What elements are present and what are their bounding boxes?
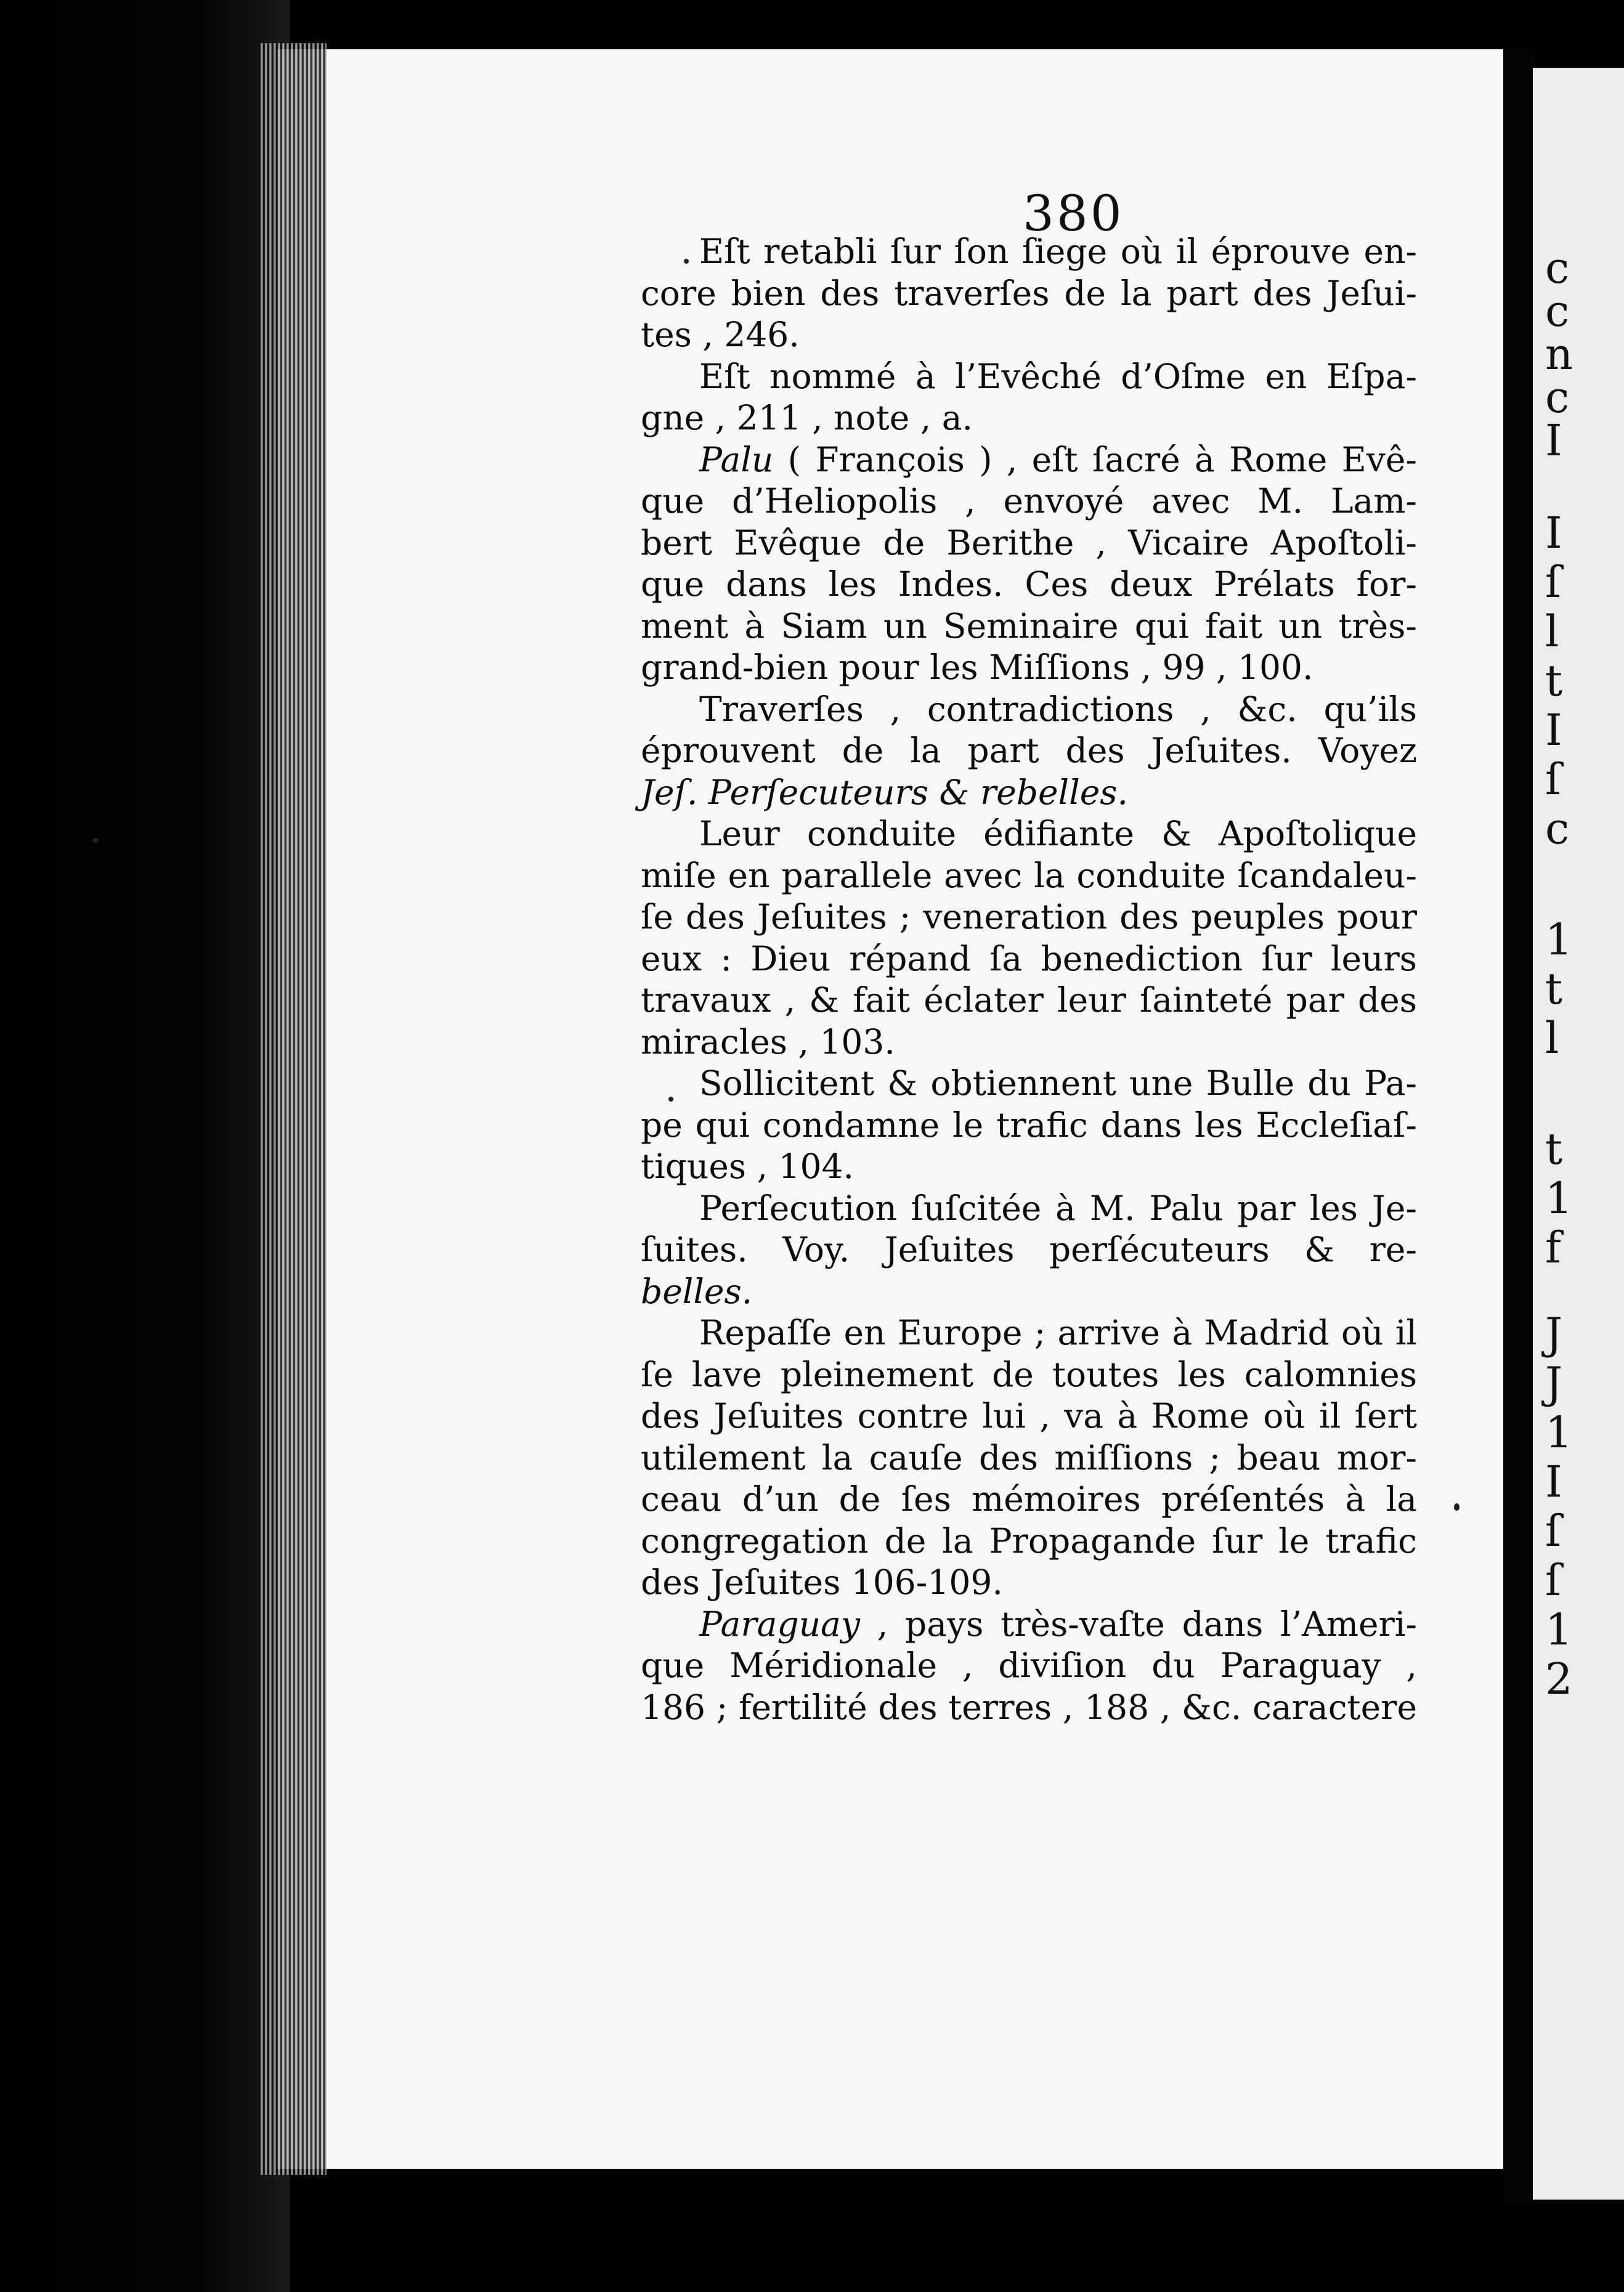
text-line: des Jeſuites 106-109.	[641, 1563, 1003, 1602]
adjacent-page-letter: c	[1545, 372, 1570, 423]
text-line: Repaſſe en Europe ; arrive à Madrid où il	[699, 1313, 1417, 1352]
text-line: Traverſes , contradictions , &c. qu’ils	[699, 689, 1417, 729]
text-line: que d’Heliopolis , envoyé avec M. Lam-	[641, 481, 1417, 521]
text-line: gne , 211 , note , a.	[641, 398, 973, 437]
text-line: des Jeſuites contre lui , va à Rome où il ſert	[641, 1396, 1417, 1436]
adjacent-page-letter: l	[1545, 1013, 1559, 1063]
adjacent-page-letter: I	[1545, 508, 1562, 558]
ink-speck	[668, 1097, 673, 1102]
adjacent-page-letter: c	[1545, 803, 1570, 854]
adjacent-page-letter: J	[1545, 1309, 1563, 1359]
text-line: grand-bien pour les Miſſions , 99 , 100.	[641, 648, 1313, 687]
text-line: Leur conduite édifiante & Apoſtolique	[699, 814, 1417, 853]
text-line: Eſt nommé à l’Evêché d’Oſme en Eſpa-	[699, 356, 1417, 396]
adjacent-page-letter: I	[1545, 1457, 1562, 1507]
text-line: Eſt retabli ſur ſon ſiege où il éprouve en-	[699, 232, 1417, 271]
text-line: eux : Dieu répand ſa benediction ſur leurs	[641, 938, 1417, 978]
adjacent-page-letter: l	[1545, 606, 1559, 657]
page-edge	[259, 43, 327, 2175]
adjacent-page-letter: 1	[1545, 1173, 1573, 1224]
index-text-block	[641, 231, 1417, 1728]
adjacent-page-letter: J	[1545, 1358, 1563, 1408]
adjacent-page-letter: ſ	[1545, 557, 1561, 608]
adjacent-page-letter: 2	[1545, 1654, 1573, 1704]
text-line: pe qui condamne le trafic dans les Eccleſiaſ-	[641, 1105, 1417, 1145]
text-line: ment à Siam un Seminaire qui fait un très-	[641, 606, 1417, 646]
page-number: 380	[1023, 185, 1124, 242]
adjacent-page-letter: ſ	[1545, 1506, 1561, 1556]
text-line: que dans les Indes. Ces deux Prélats for-	[641, 564, 1417, 604]
adjacent-page-letter: ſ	[1545, 754, 1561, 805]
adjacent-page-letter: 1	[1545, 914, 1573, 965]
text-line: éprouvent de la part des Jeſuites. Voyez	[641, 731, 1417, 770]
text-line: core bien des traverſes de la part des Jeſui-	[641, 273, 1417, 313]
adjacent-page-letter: 1	[1545, 1604, 1573, 1655]
adjacent-page-fragment	[1533, 68, 1624, 2200]
text-line: ſe lave pleinement de toutes les calomnies	[641, 1354, 1417, 1394]
text-line: que Méridionale , diviſion du Paraguay ,	[641, 1646, 1417, 1685]
text-line: Palu ( François ) , eſt ſacré à Rome Evê-	[699, 439, 1417, 479]
adjacent-page-letter: f	[1545, 1222, 1561, 1273]
text-line: 186 ; fertilité des terres , 188 , &c. caractere	[641, 1687, 1417, 1727]
text-line: Jeſ. Perſecuteurs & rebelles.	[641, 772, 1128, 812]
adjacent-page-letter: t	[1545, 964, 1563, 1014]
adjacent-page-letter: t	[1545, 656, 1563, 706]
text-line: travaux , & fait éclater leur ſainteté par des	[641, 980, 1417, 1020]
adjacent-page-letter: c	[1545, 243, 1570, 293]
scan-background-left	[0, 0, 290, 2292]
book-gutter	[1503, 49, 1534, 2206]
text-line: utilement la cauſe des miſſions ; beau mor-	[641, 1437, 1417, 1477]
text-line: miſe en parallele avec la conduite ſcandaleu-	[641, 855, 1417, 895]
adjacent-page-letter: n	[1545, 329, 1573, 380]
text-line: ceau d’un de ſes mémoires préſentés à la	[641, 1479, 1417, 1519]
ink-speck	[1454, 1503, 1460, 1511]
ink-speck	[92, 838, 99, 843]
adjacent-page-letter: ſ	[1545, 1555, 1561, 1606]
text-line: tiques , 104.	[641, 1147, 855, 1186]
text-line: Paraguay , pays très-vaſte dans l’Ameri-	[699, 1604, 1417, 1644]
ink-speck	[684, 259, 689, 264]
text-line: tes , 246.	[641, 315, 800, 354]
text-line: ſe des Jeſuites ; veneration des peuples pour	[641, 897, 1417, 937]
text-line: belles.	[641, 1271, 753, 1311]
text-line: ſuites. Voy. Jeſuites perſécuteurs & re-	[641, 1230, 1417, 1269]
text-line: miracles , 103.	[641, 1022, 895, 1062]
text-line: congregation de la Propagande ſur le trafic	[641, 1521, 1417, 1561]
adjacent-page-letter: 1	[1545, 1407, 1573, 1458]
text-line: Perſecution ſuſcitée à M. Palu par les Je-	[699, 1188, 1417, 1228]
text-line: Sollicitent & obtiennent une Bulle du Pa-	[699, 1063, 1417, 1103]
text-line: bert Evêque de Berithe , Vicaire Apoſtoli-	[641, 522, 1417, 563]
adjacent-page-letter: t	[1545, 1124, 1563, 1174]
adjacent-page-letter: I	[1545, 415, 1562, 466]
adjacent-page-letter: c	[1545, 286, 1570, 336]
adjacent-page-letter: I	[1545, 705, 1562, 755]
